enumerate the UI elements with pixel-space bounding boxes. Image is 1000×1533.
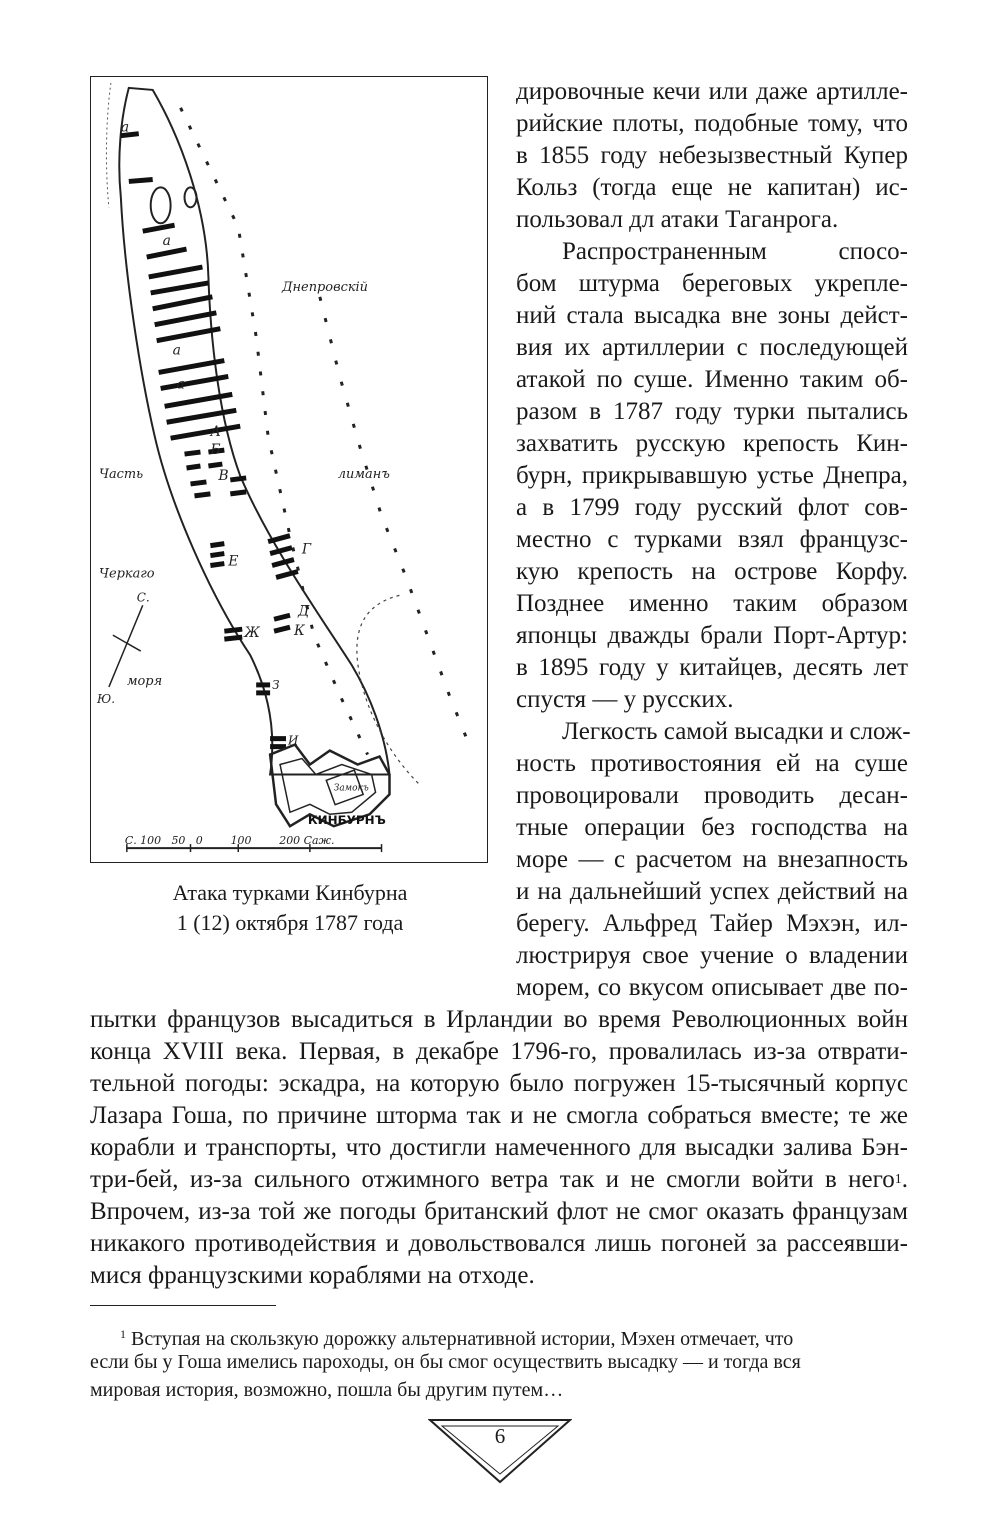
text-line: японцы дважды брали Порт-Артур:	[516, 622, 908, 649]
text-line: бурн, прикрывавшую устье Днепра,	[516, 462, 908, 489]
text-line: морем, со вкусом описывает две по-	[516, 974, 908, 1001]
svg-text:а: а	[120, 119, 130, 136]
text-line: Впрочем, из-за той же погоды британский флот не смог оказать французам	[90, 1198, 908, 1225]
fleet-line-2	[320, 297, 469, 745]
figure-caption	[100, 878, 480, 938]
svg-text:Б: Б	[210, 442, 221, 459]
footnote-line-3: мировая история, возможно, пошла бы другим путем…	[90, 1379, 564, 1401]
text-line: Легкость самой высадки и слож-	[562, 718, 911, 745]
caption-line-1: Атака турками Кинбурна	[172, 880, 408, 905]
footnote-line-2: если бы у Гоша имелись пароходы, он бы смог осуществить высадку — и тогда вся	[90, 1351, 801, 1373]
footnote-reference-period: .	[901, 1166, 908, 1193]
text-line: Лазара Гоша, по причине шторма так и не смогла собраться вместе; те же	[90, 1102, 908, 1129]
svg-text:Д: Д	[297, 603, 310, 620]
text-line: провоцировали проводить десан-	[516, 782, 908, 809]
text-line: люстрируя свое учение о владении	[516, 942, 908, 969]
svg-text:Черкаго: Черкаго	[98, 566, 155, 582]
text-line	[90, 1164, 908, 1196]
text-line: в 1855 году небезызвестный Купер	[516, 142, 908, 169]
text-line: море — с расчетом на внезапность	[516, 846, 908, 873]
text-line: Позднее именно таким образом	[516, 590, 908, 617]
fortress-drawing	[270, 745, 389, 828]
text-line: кую крепость на острове Корфу.	[516, 558, 908, 585]
footnote-reference: 1	[894, 1172, 902, 1187]
footnote-line-1: $^1$ Вступая на скользкую дорожку альтернативной истории, Мэхен отмечает, что	[120, 1327, 794, 1350]
text-line: вия их артиллерии с последующей	[516, 334, 908, 361]
kinburn-map-figure	[90, 76, 488, 863]
text-line: а в 1799 году русский флот сов-	[516, 494, 908, 521]
svg-text:С.: С.	[136, 590, 150, 605]
text-line: и на дальнейший успех действий на	[516, 878, 908, 905]
svg-text:Часть: Часть	[98, 466, 144, 482]
scale-bar	[125, 834, 382, 852]
text-line: конца XVIII века. Первая, в декабре 1796-го, провалилась из-за отврати-	[90, 1038, 908, 1065]
svg-text:С. 100 50 0 100: С. 100 50 0 100 200 Саж.	[124, 834, 335, 848]
text-line: никакого противодействия и довольствовался лишь погоней за рассеявши-	[90, 1230, 908, 1257]
text-line: тные операции без господства на	[516, 814, 908, 841]
svg-text:моря: моря	[126, 673, 163, 689]
text-line: пользовал дл атаки Таганрога.	[516, 206, 839, 233]
text-line: захватить русскую крепость Кин-	[516, 430, 908, 457]
svg-text:а: а	[162, 233, 171, 250]
footnote-marker: 1	[120, 1327, 126, 1341]
text-line: корабли и транспорты, что достигли намеченного для высадки залива Бэн-	[90, 1134, 908, 1161]
text-line: рийские плоты, подобные тому, что	[516, 110, 908, 137]
text-line: ность противостояния ей на суше	[516, 750, 908, 777]
dotted-route	[357, 595, 419, 784]
svg-text:З: З	[272, 677, 280, 692]
text-line: в 1895 году у китайцев, десять лет	[516, 654, 908, 681]
lake-1	[151, 187, 171, 223]
svg-text:И: И	[288, 733, 299, 748]
text-line: Кольз (тогда еще не капитан) ис-	[516, 174, 908, 201]
text-line: пытки французов высадиться в Ирландии во время Революционных войн	[90, 1006, 908, 1033]
footnote-separator	[90, 1305, 276, 1306]
caption-line-2: 1 (12) октября 1787 года	[176, 910, 404, 935]
svg-text:а: а	[176, 376, 185, 393]
text-line: дировочные кечи или даже артилле-	[516, 78, 908, 105]
text-line: тельной погоды: эскадра, на которую было погружен 15-тысячный корпус	[90, 1070, 908, 1097]
text-line: атакой по суше. Именно таким об-	[516, 366, 908, 393]
svg-text:Г: Г	[301, 541, 312, 558]
trench-lines	[121, 134, 240, 441]
svg-text:Замокъ: Замокъ	[333, 783, 369, 794]
text-line: ний стала высадка вне зоны дейст-	[516, 302, 908, 329]
svg-text:А: А	[210, 424, 221, 441]
svg-text:Ю.: Ю.	[96, 691, 116, 706]
battery-marks	[185, 450, 298, 747]
text-line: бом штурма береговых укрепле-	[516, 270, 908, 297]
svg-text:Е: Е	[228, 553, 239, 570]
svg-text:а: а	[172, 342, 181, 359]
text-line: местно с турками взял французс-	[516, 526, 908, 553]
text-line: Распространенным спосо-	[562, 238, 908, 265]
svg-text:КИНБУРНЪ: КИНБУРНЪ	[307, 813, 386, 828]
lake-2	[185, 187, 197, 207]
spit-outline	[119, 88, 389, 775]
text-line: мися французскими кораблями на отходе.	[90, 1262, 535, 1289]
text-line-body: три-бей, из-за сильного отжимного ветра так и не смогли войти в него	[90, 1166, 895, 1193]
kinburn-map	[91, 77, 487, 862]
svg-text:К: К	[293, 623, 305, 640]
page-number-badge	[428, 1418, 572, 1484]
page-number: 6	[494, 1424, 506, 1448]
text-line: спустя — у русских.	[516, 686, 734, 713]
text-line: разом в 1787 году турки пытались	[516, 398, 908, 425]
text-line: берегу. Альфред Тайер Мэхэн, ил-	[516, 910, 908, 937]
svg-text:Ж: Ж	[244, 625, 260, 642]
svg-text:Днепровскій: Днепровскій	[282, 279, 369, 295]
svg-text:В: В	[218, 467, 229, 484]
svg-text:лиманъ: лиманъ	[337, 466, 390, 482]
